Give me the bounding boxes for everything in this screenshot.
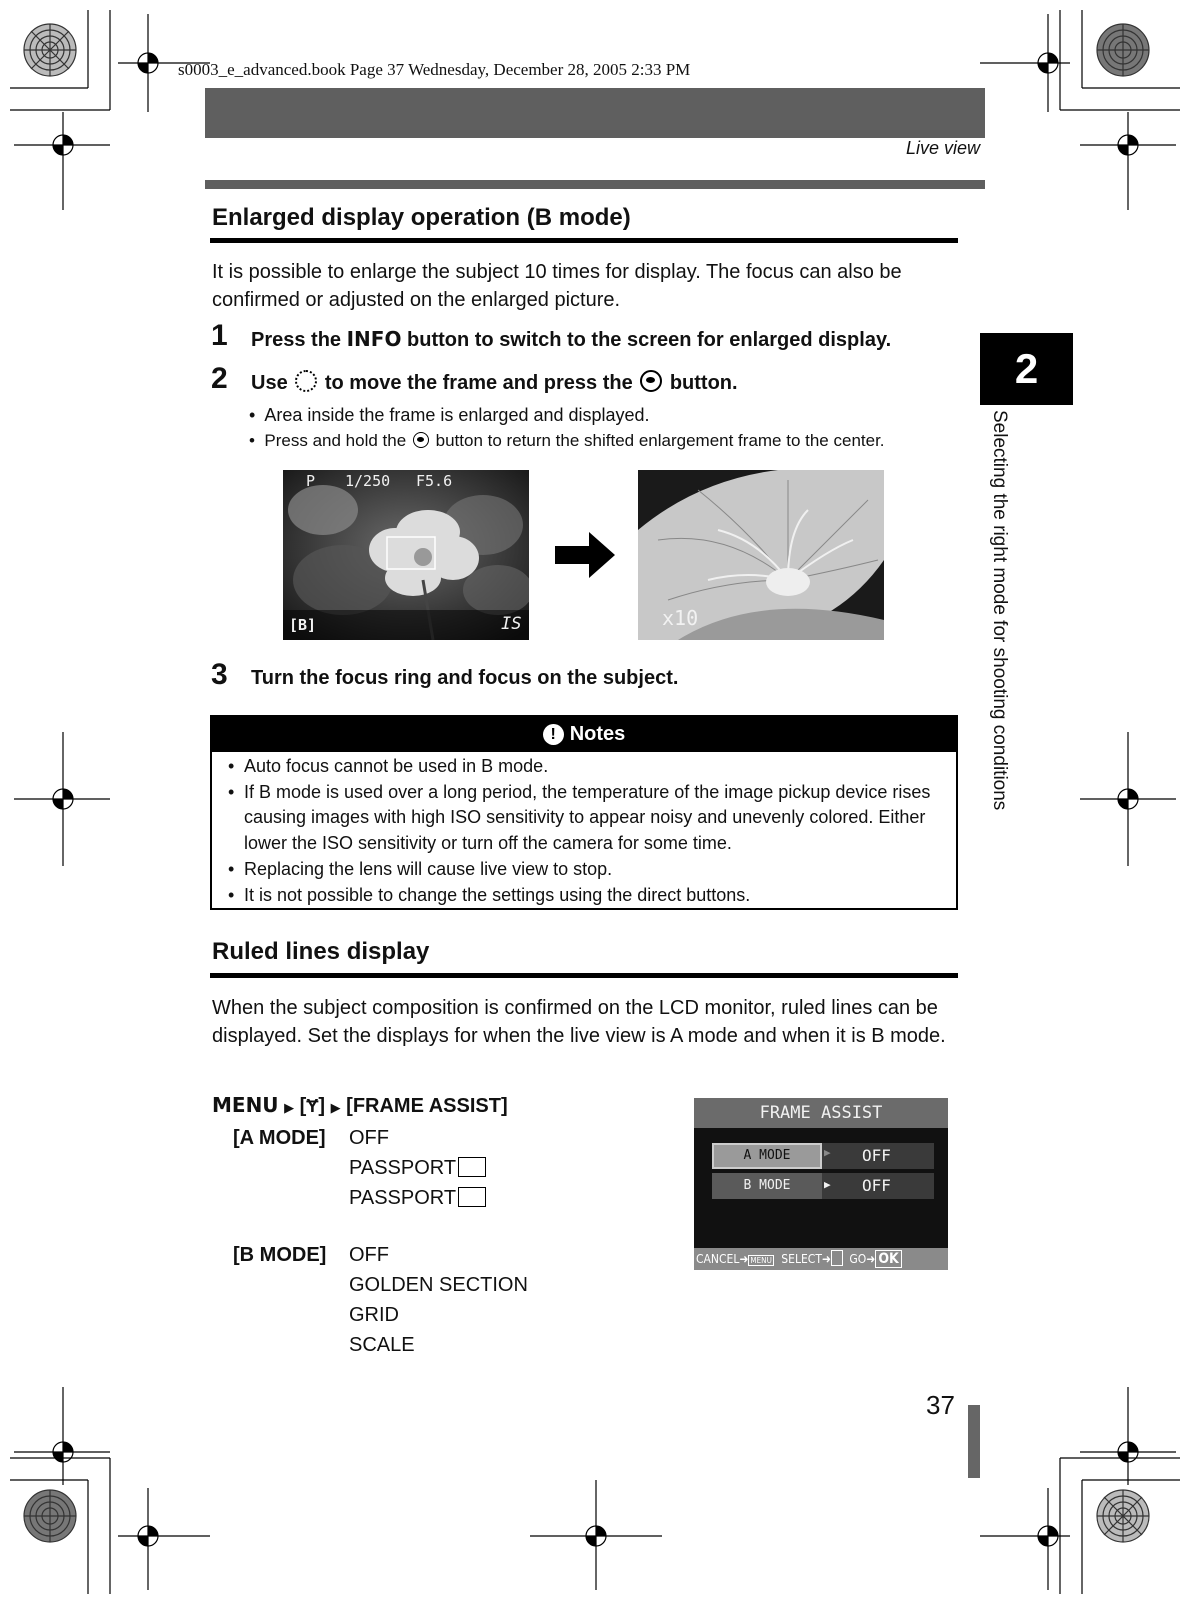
fa-arrow-icon: ➜ (866, 1252, 876, 1266)
page-number: 37 (926, 1390, 955, 1420)
ruled-heading: Ruled lines display (212, 938, 430, 965)
lcd-shutter: 1/250 (345, 472, 391, 490)
fa-row-b-value: OFF (862, 1176, 891, 1195)
step2-mid: to move the frame and press the (324, 372, 633, 394)
step2-bullet-1: • Area inside the frame is enlarged and displayed. (249, 405, 650, 425)
fa-ok-key: OK (875, 1250, 901, 1268)
step2-pre: Use (251, 372, 288, 394)
lcd-aperture: F5.6 (416, 472, 453, 490)
ok-button-icon (640, 370, 662, 392)
b-mode-option: GRID (349, 1304, 399, 1326)
notes-header (212, 717, 956, 752)
fa-row-a-label: A MODE (712, 1143, 822, 1169)
fa-updown-icon (831, 1250, 843, 1266)
a-mode-option: PASSPORT (349, 1183, 486, 1213)
fa-go: GO (849, 1252, 867, 1266)
ok-button-icon-small (413, 432, 429, 448)
a-mode-option: OFF (349, 1127, 389, 1149)
frame-assist-screen (694, 1098, 948, 1270)
step1-pre: Press the (251, 329, 347, 351)
chapter-title: Selecting the right mode for shooting conditions (989, 410, 1010, 811)
menu-tab-open: [ (299, 1095, 307, 1117)
lcd-preview-before (283, 470, 529, 640)
step2-number: 2 (211, 362, 228, 395)
passport-landscape-icon (458, 1187, 486, 1207)
fa-title: FRAME ASSIST (694, 1098, 948, 1128)
note-item: • Auto focus cannot be used in B mode. (226, 754, 948, 780)
step2-text (251, 370, 738, 395)
lcd-zoom: x10 (662, 606, 699, 630)
info-key: INFO (346, 327, 402, 351)
step1-number: 1 (211, 319, 228, 352)
fa-select: SELECT (781, 1252, 822, 1266)
header-band (205, 88, 985, 138)
ruled-heading-rule (210, 973, 958, 978)
fa-arrow-icon: ➜ (739, 1252, 749, 1266)
section-name: Live view (905, 138, 980, 158)
path-arrow-icon: ▶ (330, 1100, 341, 1115)
menu-path (212, 1093, 508, 1118)
fa-row-a (712, 1143, 934, 1169)
fa-arrow-icon: ➜ (821, 1252, 831, 1266)
step2-post: button. (669, 372, 738, 394)
print-header: s0003_e_advanced.book Page 37 Wednesday, December 28, 2005 2:33 PM (178, 60, 691, 79)
setup-wrench-icon: Ɏ (306, 1096, 319, 1116)
note-item: • If B mode is used over a long period, the temperature of the image pickup device rises causing images with high ISO sensitivity to appear noisy and unevenly colored. Either lower the ISO sensitivity or turn off the camera for some time. (226, 780, 948, 857)
right-arrow-icon (555, 532, 615, 578)
fa-footer (694, 1248, 948, 1270)
ruled-intro: When the subject composition is confirmed on the LCD monitor, ruled lines can be displayed. Set the displays for when the live view is A mode and when it is B mode. (212, 997, 946, 1047)
b-mode-option: GOLDEN SECTION (349, 1274, 528, 1296)
fa-row-arrow-icon: ▶ (824, 1146, 831, 1159)
a-mode-option: PASSPORT (349, 1153, 486, 1183)
lcd-preview-after (638, 470, 884, 640)
warning-icon: ! (543, 724, 564, 745)
arrow-pad-icon (295, 370, 317, 392)
flower-photo-before (283, 470, 529, 640)
notes-title: Notes (569, 723, 626, 745)
step1-post: button to switch to the screen for enlarged display. (401, 329, 892, 351)
note-item: • It is not possible to change the settings using the direct buttons. (226, 883, 948, 909)
fa-row-arrow-icon: ▶ (824, 1178, 831, 1191)
a-mode-options (349, 1123, 486, 1213)
fa-row-b-label: B MODE (712, 1173, 822, 1199)
passport-portrait-icon (458, 1157, 486, 1177)
enlarged-intro: It is possible to enlarge the subject 10 times for display. The focus can also be confirmed or adjusted on the enlarged picture. (212, 261, 902, 311)
enlarged-heading: Enlarged display operation (B mode) (212, 204, 631, 231)
lcd-is-mark: IS (501, 614, 522, 634)
notes-box (210, 715, 958, 910)
notes-list (226, 754, 948, 908)
fa-cancel: CANCEL (696, 1252, 740, 1266)
enlarged-heading-rule (210, 238, 958, 243)
page-edge-tab (968, 1405, 980, 1478)
chapter-number: 2 (980, 333, 1073, 405)
path-arrow-icon: ▶ (284, 1100, 295, 1115)
step3-text: Turn the focus ring and focus on the subject. (251, 667, 679, 689)
step3-number: 3 (211, 658, 228, 691)
lcd-mode: P (306, 472, 316, 490)
lcd-live-mode: [B] (289, 616, 317, 634)
b-mode-options (349, 1240, 528, 1360)
menu-key: MENU (212, 1093, 279, 1117)
menu-item: [FRAME ASSIST] (346, 1095, 508, 1117)
header-divider (205, 180, 985, 189)
a-mode-label: [A MODE] (233, 1127, 326, 1149)
b-mode-label: [B MODE] (233, 1244, 327, 1266)
menu-tab-close: ] (318, 1095, 326, 1117)
fa-row-a-value: OFF (862, 1146, 891, 1165)
b-mode-option: OFF (349, 1244, 389, 1266)
note-item: • Replacing the lens will cause live view to stop. (226, 857, 948, 883)
fa-menu-key: MENU (750, 1256, 772, 1265)
step2-bullet-2: • Press and hold the button to return the shifted enlargement frame to the center. (249, 431, 885, 450)
step1-text (251, 327, 891, 352)
b-mode-option: SCALE (349, 1334, 415, 1356)
fa-row-b (712, 1173, 934, 1199)
